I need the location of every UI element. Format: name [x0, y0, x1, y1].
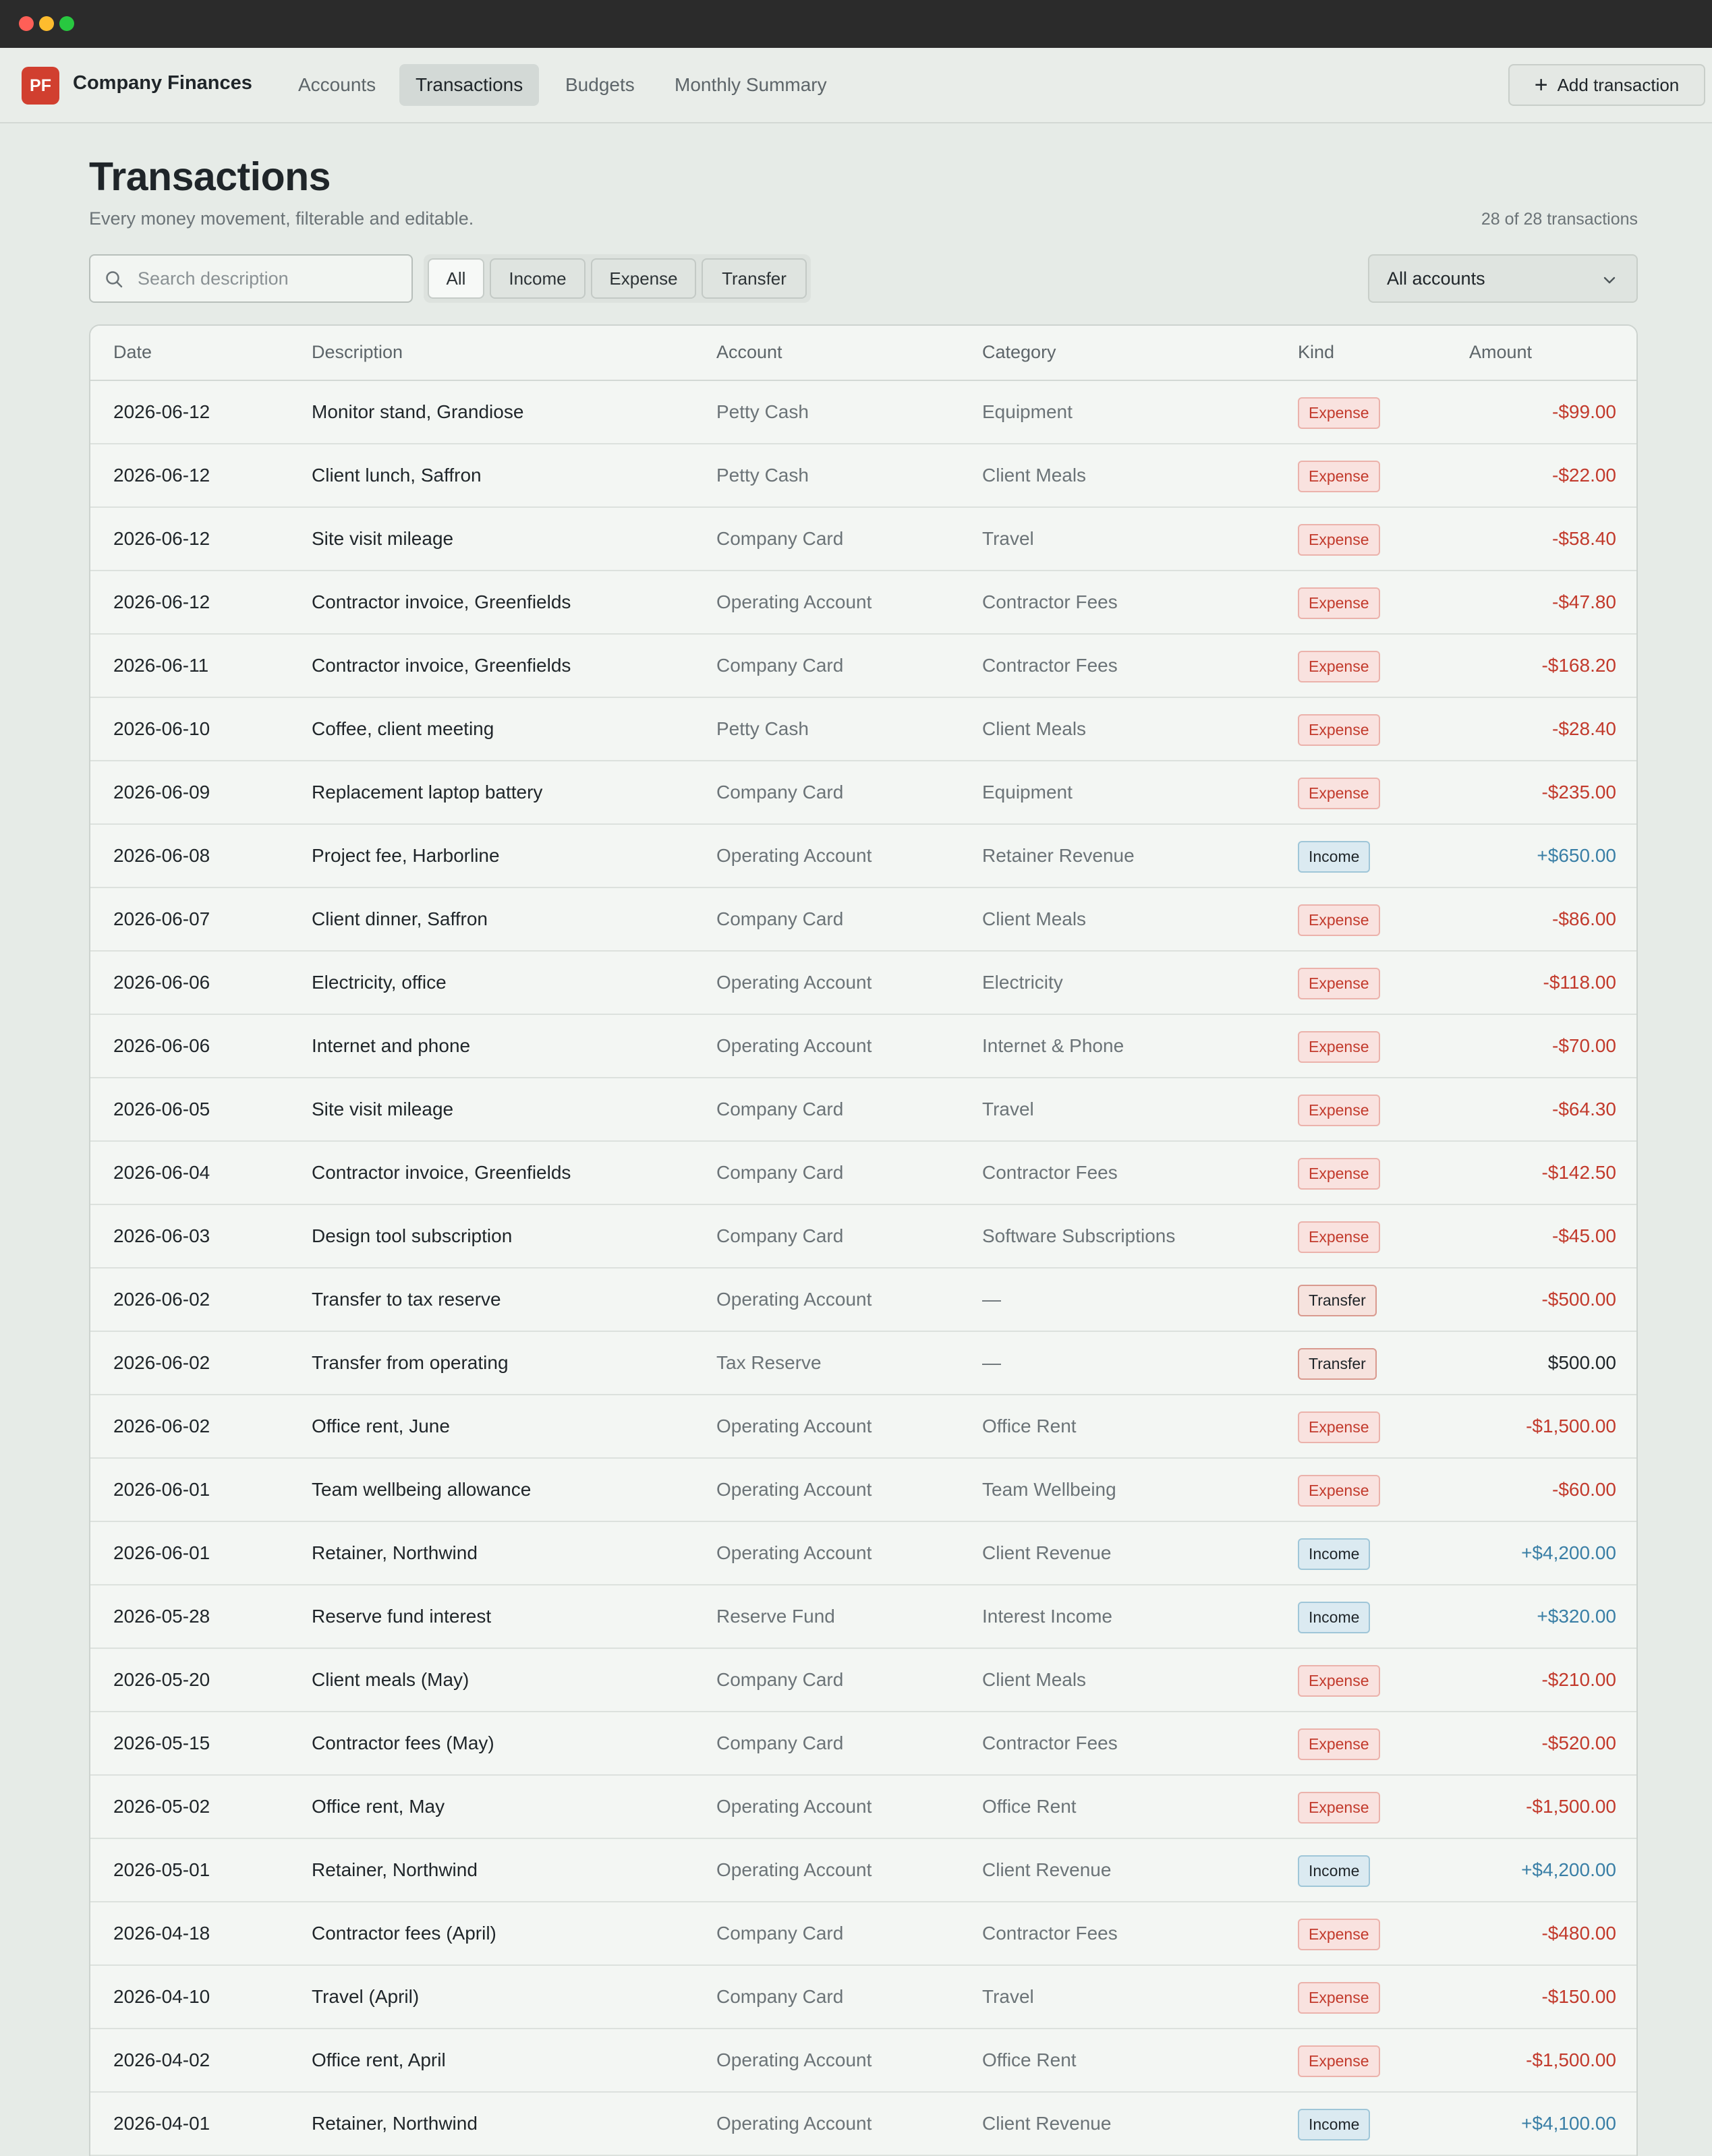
cell-amount: +$320.00: [1537, 1606, 1616, 1627]
cell-category: —: [982, 1289, 1001, 1310]
cell-date: 2026-06-08: [113, 845, 210, 866]
kind-badge: Expense: [1298, 1665, 1380, 1697]
kind-badge: Income: [1298, 1538, 1370, 1570]
cell-date: 2026-06-05: [113, 1099, 210, 1119]
table-row[interactable]: [90, 1459, 1636, 1522]
kind-badge: Expense: [1298, 1475, 1380, 1507]
table-row[interactable]: [90, 2093, 1636, 2156]
cell-amount: -$99.00: [1552, 401, 1616, 422]
cell-date: 2026-06-01: [113, 1542, 210, 1563]
cell-account: Operating Account: [716, 972, 872, 993]
cell-category: Software Subscriptions: [982, 1225, 1176, 1246]
table-header: [90, 326, 1636, 381]
cell-amount: -$22.00: [1552, 465, 1616, 486]
page-title: Transactions: [89, 154, 331, 199]
kind-badge: Income: [1298, 2109, 1370, 2140]
filter-income-button[interactable]: Income: [490, 258, 586, 299]
cell-account: Company Card: [716, 1225, 844, 1246]
cell-kind: [1298, 1982, 1380, 2014]
cell-category: Client Meals: [982, 1669, 1087, 1690]
cell-account: Petty Cash: [716, 465, 809, 486]
cell-amount: -$64.30: [1552, 1099, 1616, 1119]
cell-amount: $500.00: [1547, 1352, 1616, 1373]
table-row[interactable]: [90, 698, 1636, 761]
cell-date: 2026-05-01: [113, 1859, 210, 1880]
column-header-kind[interactable]: Kind: [1298, 342, 1335, 362]
table-row[interactable]: [90, 1142, 1636, 1205]
cell-category: Travel: [982, 528, 1034, 549]
table-row[interactable]: [90, 952, 1636, 1015]
cell-amount: -$118.00: [1543, 972, 1616, 993]
cell-amount: -$1,500.00: [1526, 2049, 1616, 2070]
plus-icon: +: [1534, 72, 1548, 98]
cell-amount: -$500.00: [1541, 1289, 1616, 1310]
cell-amount: -$150.00: [1541, 1986, 1616, 2007]
cell-description: Client lunch, Saffron: [312, 465, 482, 486]
kind-badge: Expense: [1298, 1728, 1380, 1760]
cell-amount: -$47.80: [1552, 591, 1616, 612]
app-title: Company Finances: [73, 72, 252, 94]
add-transaction-button[interactable]: [1508, 64, 1705, 106]
kind-badge: Expense: [1298, 524, 1380, 556]
cell-amount: +$4,200.00: [1521, 1859, 1616, 1880]
cell-category: Contractor Fees: [982, 1732, 1118, 1753]
cell-kind: [1298, 1158, 1380, 1190]
cell-description: Retainer, Northwind: [312, 2113, 478, 2134]
cell-description: Client meals (May): [312, 1669, 469, 1690]
kind-badge: Income: [1298, 841, 1370, 873]
cell-category: Contractor Fees: [982, 591, 1118, 612]
cell-amount: -$28.40: [1552, 718, 1616, 739]
cell-category: Team Wellbeing: [982, 1479, 1116, 1500]
cell-kind: [1298, 1855, 1370, 1887]
cell-description: Electricity, office: [312, 972, 447, 993]
cell-date: 2026-06-11: [113, 655, 209, 676]
table-row[interactable]: [90, 1966, 1636, 2029]
cell-amount: -$520.00: [1541, 1732, 1616, 1753]
table-row[interactable]: [90, 508, 1636, 571]
kind-badge: Expense: [1298, 587, 1380, 619]
table-row[interactable]: [90, 1776, 1636, 1839]
cell-date: 2026-04-18: [113, 1923, 210, 1944]
table-row[interactable]: [90, 1269, 1636, 1332]
minimize-window-button[interactable]: [39, 16, 54, 31]
cell-kind: [1298, 1348, 1377, 1380]
kind-badge: Income: [1298, 1855, 1370, 1887]
cell-account: Operating Account: [716, 1035, 872, 1056]
cell-account: Operating Account: [716, 1859, 872, 1880]
cell-date: 2026-06-09: [113, 782, 210, 803]
table-row[interactable]: [90, 1902, 1636, 1966]
cell-amount: -$60.00: [1552, 1479, 1616, 1500]
cell-category: Client Revenue: [982, 2113, 1112, 2134]
cell-account: Operating Account: [716, 591, 872, 612]
table-row[interactable]: [90, 761, 1636, 825]
cell-amount: +$650.00: [1537, 845, 1616, 866]
kind-badge: Expense: [1298, 1919, 1380, 1950]
cell-kind: [1298, 461, 1380, 492]
cell-category: Client Revenue: [982, 1542, 1112, 1563]
cell-kind: [1298, 2109, 1370, 2140]
cell-date: 2026-04-10: [113, 1986, 210, 2007]
cell-kind: [1298, 1665, 1380, 1697]
table-row[interactable]: [90, 381, 1636, 444]
kind-badge: Expense: [1298, 778, 1380, 809]
tab-budgets[interactable]: Budgets: [565, 74, 635, 95]
table-row[interactable]: [90, 1395, 1636, 1459]
cell-account: Company Card: [716, 908, 844, 929]
window-titlebar: [0, 0, 1712, 48]
cell-description: Team wellbeing allowance: [312, 1479, 532, 1500]
cell-account: Operating Account: [716, 1796, 872, 1817]
table-row[interactable]: [90, 888, 1636, 952]
cell-date: 2026-06-02: [113, 1289, 210, 1310]
cell-account: Company Card: [716, 1732, 844, 1753]
table-row[interactable]: [90, 1078, 1636, 1142]
chevron-down-icon: [1603, 273, 1616, 287]
cell-description: Coffee, client meeting: [312, 718, 494, 739]
cell-category: Office Rent: [982, 1796, 1077, 1817]
cell-description: Office rent, May: [312, 1796, 445, 1817]
kind-badge: Expense: [1298, 714, 1380, 746]
kind-badge: Transfer: [1298, 1285, 1377, 1316]
filter-expense-button[interactable]: Expense: [591, 258, 696, 299]
cell-category: Travel: [982, 1099, 1034, 1119]
cell-kind: [1298, 1792, 1380, 1824]
cell-description: Transfer from operating: [312, 1352, 509, 1373]
cell-account: Operating Account: [716, 1542, 872, 1563]
cell-amount: -$235.00: [1541, 782, 1616, 803]
cell-date: 2026-06-12: [113, 401, 210, 422]
table-row[interactable]: [90, 1839, 1636, 1902]
kind-badge: Expense: [1298, 461, 1380, 492]
cell-kind: [1298, 1411, 1380, 1443]
cell-amount: -$45.00: [1552, 1225, 1616, 1246]
cell-date: 2026-04-01: [113, 2113, 210, 2134]
cell-date: 2026-06-06: [113, 972, 210, 993]
cell-description: Office rent, April: [312, 2049, 446, 2070]
tab-transactions[interactable]: Transactions: [399, 64, 539, 106]
cell-description: Replacement laptop battery: [312, 782, 543, 803]
cell-date: 2026-06-07: [113, 908, 210, 929]
cell-account: Operating Account: [716, 1289, 872, 1310]
cell-date: 2026-06-02: [113, 1416, 210, 1436]
table-row[interactable]: [90, 444, 1636, 508]
table-row[interactable]: [90, 635, 1636, 698]
cell-amount: -$142.50: [1541, 1162, 1616, 1183]
cell-description: Transfer to tax reserve: [312, 1289, 501, 1310]
kind-badge: Income: [1298, 1602, 1370, 1633]
cell-kind: [1298, 1475, 1380, 1507]
cell-description: Travel (April): [312, 1986, 420, 2007]
cell-category: Retainer Revenue: [982, 845, 1135, 866]
cell-category: Client Meals: [982, 908, 1087, 929]
account-select-value: All accounts: [1387, 268, 1485, 289]
cell-date: 2026-06-01: [113, 1479, 210, 1500]
column-header-account[interactable]: Account: [716, 342, 782, 362]
table-row[interactable]: [90, 1205, 1636, 1269]
cell-kind: [1298, 1538, 1370, 1570]
table-row[interactable]: [90, 1649, 1636, 1712]
cell-kind: [1298, 1285, 1377, 1316]
cell-amount: -$210.00: [1541, 1669, 1616, 1690]
cell-category: Office Rent: [982, 1416, 1077, 1436]
kind-badge: Expense: [1298, 904, 1380, 936]
cell-amount: -$168.20: [1541, 655, 1616, 676]
column-header-amount[interactable]: Amount: [1469, 342, 1533, 362]
column-header-description[interactable]: Description: [312, 342, 403, 362]
top-navbar: [0, 48, 1712, 123]
cell-account: Reserve Fund: [716, 1606, 835, 1627]
cell-kind: [1298, 1221, 1380, 1253]
cell-date: 2026-06-02: [113, 1352, 210, 1373]
kind-badge: Expense: [1298, 1792, 1380, 1824]
cell-category: Client Meals: [982, 718, 1087, 739]
cell-category: Contractor Fees: [982, 655, 1118, 676]
cell-description: Office rent, June: [312, 1416, 450, 1436]
cell-account: Company Card: [716, 1986, 844, 2007]
cell-description: Contractor invoice, Greenfields: [312, 1162, 571, 1183]
cell-account: Company Card: [716, 1923, 844, 1944]
kind-badge: Expense: [1298, 1031, 1380, 1063]
filter-all-button[interactable]: All: [428, 258, 484, 299]
cell-description: Contractor fees (May): [312, 1732, 494, 1753]
cell-description: Retainer, Northwind: [312, 1542, 478, 1563]
table-row[interactable]: [90, 1712, 1636, 1776]
kind-badge: Expense: [1298, 651, 1380, 682]
table-row[interactable]: [90, 1522, 1636, 1585]
cell-account: Company Card: [716, 782, 844, 803]
cell-category: Travel: [982, 1986, 1034, 2007]
cell-description: Monitor stand, Grandiose: [312, 401, 524, 422]
table-row[interactable]: [90, 1015, 1636, 1078]
cell-category: Equipment: [982, 782, 1073, 803]
table-row[interactable]: [90, 825, 1636, 888]
column-header-date[interactable]: Date: [113, 342, 152, 362]
cell-account: Tax Reserve: [716, 1352, 822, 1373]
cell-kind: [1298, 778, 1380, 809]
cell-description: Internet and phone: [312, 1035, 471, 1056]
cell-category: Client Revenue: [982, 1859, 1112, 1880]
cell-kind: [1298, 1095, 1380, 1126]
cell-category: Contractor Fees: [982, 1923, 1118, 1944]
cell-account: Operating Account: [716, 2049, 872, 2070]
kind-badge: Expense: [1298, 397, 1380, 429]
cell-account: Operating Account: [716, 845, 872, 866]
cell-date: 2026-06-04: [113, 1162, 210, 1183]
cell-amount: -$1,500.00: [1526, 1796, 1616, 1817]
cell-description: Site visit mileage: [312, 1099, 454, 1119]
tab-accounts[interactable]: Accounts: [298, 74, 376, 95]
cell-date: 2026-06-03: [113, 1225, 210, 1246]
cell-date: 2026-04-02: [113, 2049, 210, 2070]
cell-category: —: [982, 1352, 1001, 1373]
account-select[interactable]: [1368, 254, 1638, 303]
cell-account: Petty Cash: [716, 401, 809, 422]
cell-date: 2026-06-12: [113, 465, 210, 486]
cell-description: Design tool subscription: [312, 1225, 513, 1246]
cell-kind: [1298, 841, 1370, 873]
transaction-count: 28 of 28 transactions: [1481, 210, 1638, 229]
kind-badge: Transfer: [1298, 1348, 1377, 1380]
cell-description: Client dinner, Saffron: [312, 908, 488, 929]
transactions-table: [89, 324, 1638, 2156]
cell-category: Client Meals: [982, 465, 1087, 486]
kind-badge: Expense: [1298, 1221, 1380, 1253]
cell-description: Contractor fees (April): [312, 1923, 496, 1944]
cell-account: Operating Account: [716, 2113, 872, 2134]
cell-account: Company Card: [716, 655, 844, 676]
cell-account: Company Card: [716, 1099, 844, 1119]
cell-account: Operating Account: [716, 1479, 872, 1500]
filter-transfer-button[interactable]: Transfer: [702, 258, 807, 299]
cell-amount: -$480.00: [1541, 1923, 1616, 1944]
tab-monthly-summary[interactable]: Monthly Summary: [675, 74, 827, 95]
cell-kind: [1298, 1919, 1380, 1950]
zoom-window-button[interactable]: [59, 16, 74, 31]
cell-account: Operating Account: [716, 1416, 872, 1436]
cell-date: 2026-06-12: [113, 528, 210, 549]
cell-kind: [1298, 397, 1380, 429]
cell-kind: [1298, 1602, 1370, 1633]
cell-kind: [1298, 714, 1380, 746]
cell-category: Internet & Phone: [982, 1035, 1124, 1056]
cell-kind: [1298, 1031, 1380, 1063]
kind-filter-group: [424, 254, 811, 303]
cell-amount: +$4,200.00: [1521, 1542, 1616, 1563]
cell-amount: +$4,100.00: [1521, 2113, 1616, 2134]
close-window-button[interactable]: [19, 16, 34, 31]
cell-kind: [1298, 1728, 1380, 1760]
cell-amount: -$1,500.00: [1526, 1416, 1616, 1436]
search-input[interactable]: [138, 256, 401, 301]
cell-date: 2026-06-12: [113, 591, 210, 612]
cell-kind: [1298, 651, 1380, 682]
cell-account: Company Card: [716, 1162, 844, 1183]
cell-account: Company Card: [716, 528, 844, 549]
cell-description: Site visit mileage: [312, 528, 454, 549]
table-row[interactable]: [90, 571, 1636, 635]
cell-category: Electricity: [982, 972, 1063, 993]
cell-category: Interest Income: [982, 1606, 1112, 1627]
cell-kind: [1298, 524, 1380, 556]
cell-description: Contractor invoice, Greenfields: [312, 591, 571, 612]
table-row[interactable]: [90, 1585, 1636, 1649]
kind-badge: Expense: [1298, 1095, 1380, 1126]
cell-date: 2026-05-02: [113, 1796, 210, 1817]
cell-description: Project fee, Harborline: [312, 845, 500, 866]
app-logo: PF: [22, 67, 59, 105]
table-row[interactable]: [90, 1332, 1636, 1395]
kind-badge: Expense: [1298, 968, 1380, 999]
search-box: [89, 254, 413, 303]
column-header-category[interactable]: Category: [982, 342, 1056, 362]
cell-amount: -$70.00: [1552, 1035, 1616, 1056]
kind-badge: Expense: [1298, 1982, 1380, 2014]
kind-badge: Expense: [1298, 1158, 1380, 1190]
cell-account: Company Card: [716, 1669, 844, 1690]
cell-kind: [1298, 904, 1380, 936]
cell-account: Petty Cash: [716, 718, 809, 739]
cell-description: Contractor invoice, Greenfields: [312, 655, 571, 676]
search-icon: [105, 270, 123, 288]
cell-date: 2026-05-28: [113, 1606, 210, 1627]
cell-kind: [1298, 2045, 1380, 2077]
cell-category: Equipment: [982, 401, 1073, 422]
cell-category: Office Rent: [982, 2049, 1077, 2070]
cell-date: 2026-05-15: [113, 1732, 210, 1753]
cell-kind: [1298, 587, 1380, 619]
cell-category: Contractor Fees: [982, 1162, 1118, 1183]
cell-description: Retainer, Northwind: [312, 1859, 478, 1880]
cell-date: 2026-06-10: [113, 718, 210, 739]
cell-date: 2026-05-20: [113, 1669, 210, 1690]
kind-badge: Expense: [1298, 1411, 1380, 1443]
cell-date: 2026-06-06: [113, 1035, 210, 1056]
cell-amount: -$58.40: [1552, 528, 1616, 549]
cell-description: Reserve fund interest: [312, 1606, 492, 1627]
page-subtitle: Every money movement, filterable and editable.: [89, 208, 474, 229]
cell-amount: -$86.00: [1552, 908, 1616, 929]
cell-kind: [1298, 968, 1380, 999]
kind-badge: Expense: [1298, 2045, 1380, 2077]
table-row[interactable]: [90, 2029, 1636, 2093]
add-transaction-label: Add transaction: [1557, 74, 1680, 95]
